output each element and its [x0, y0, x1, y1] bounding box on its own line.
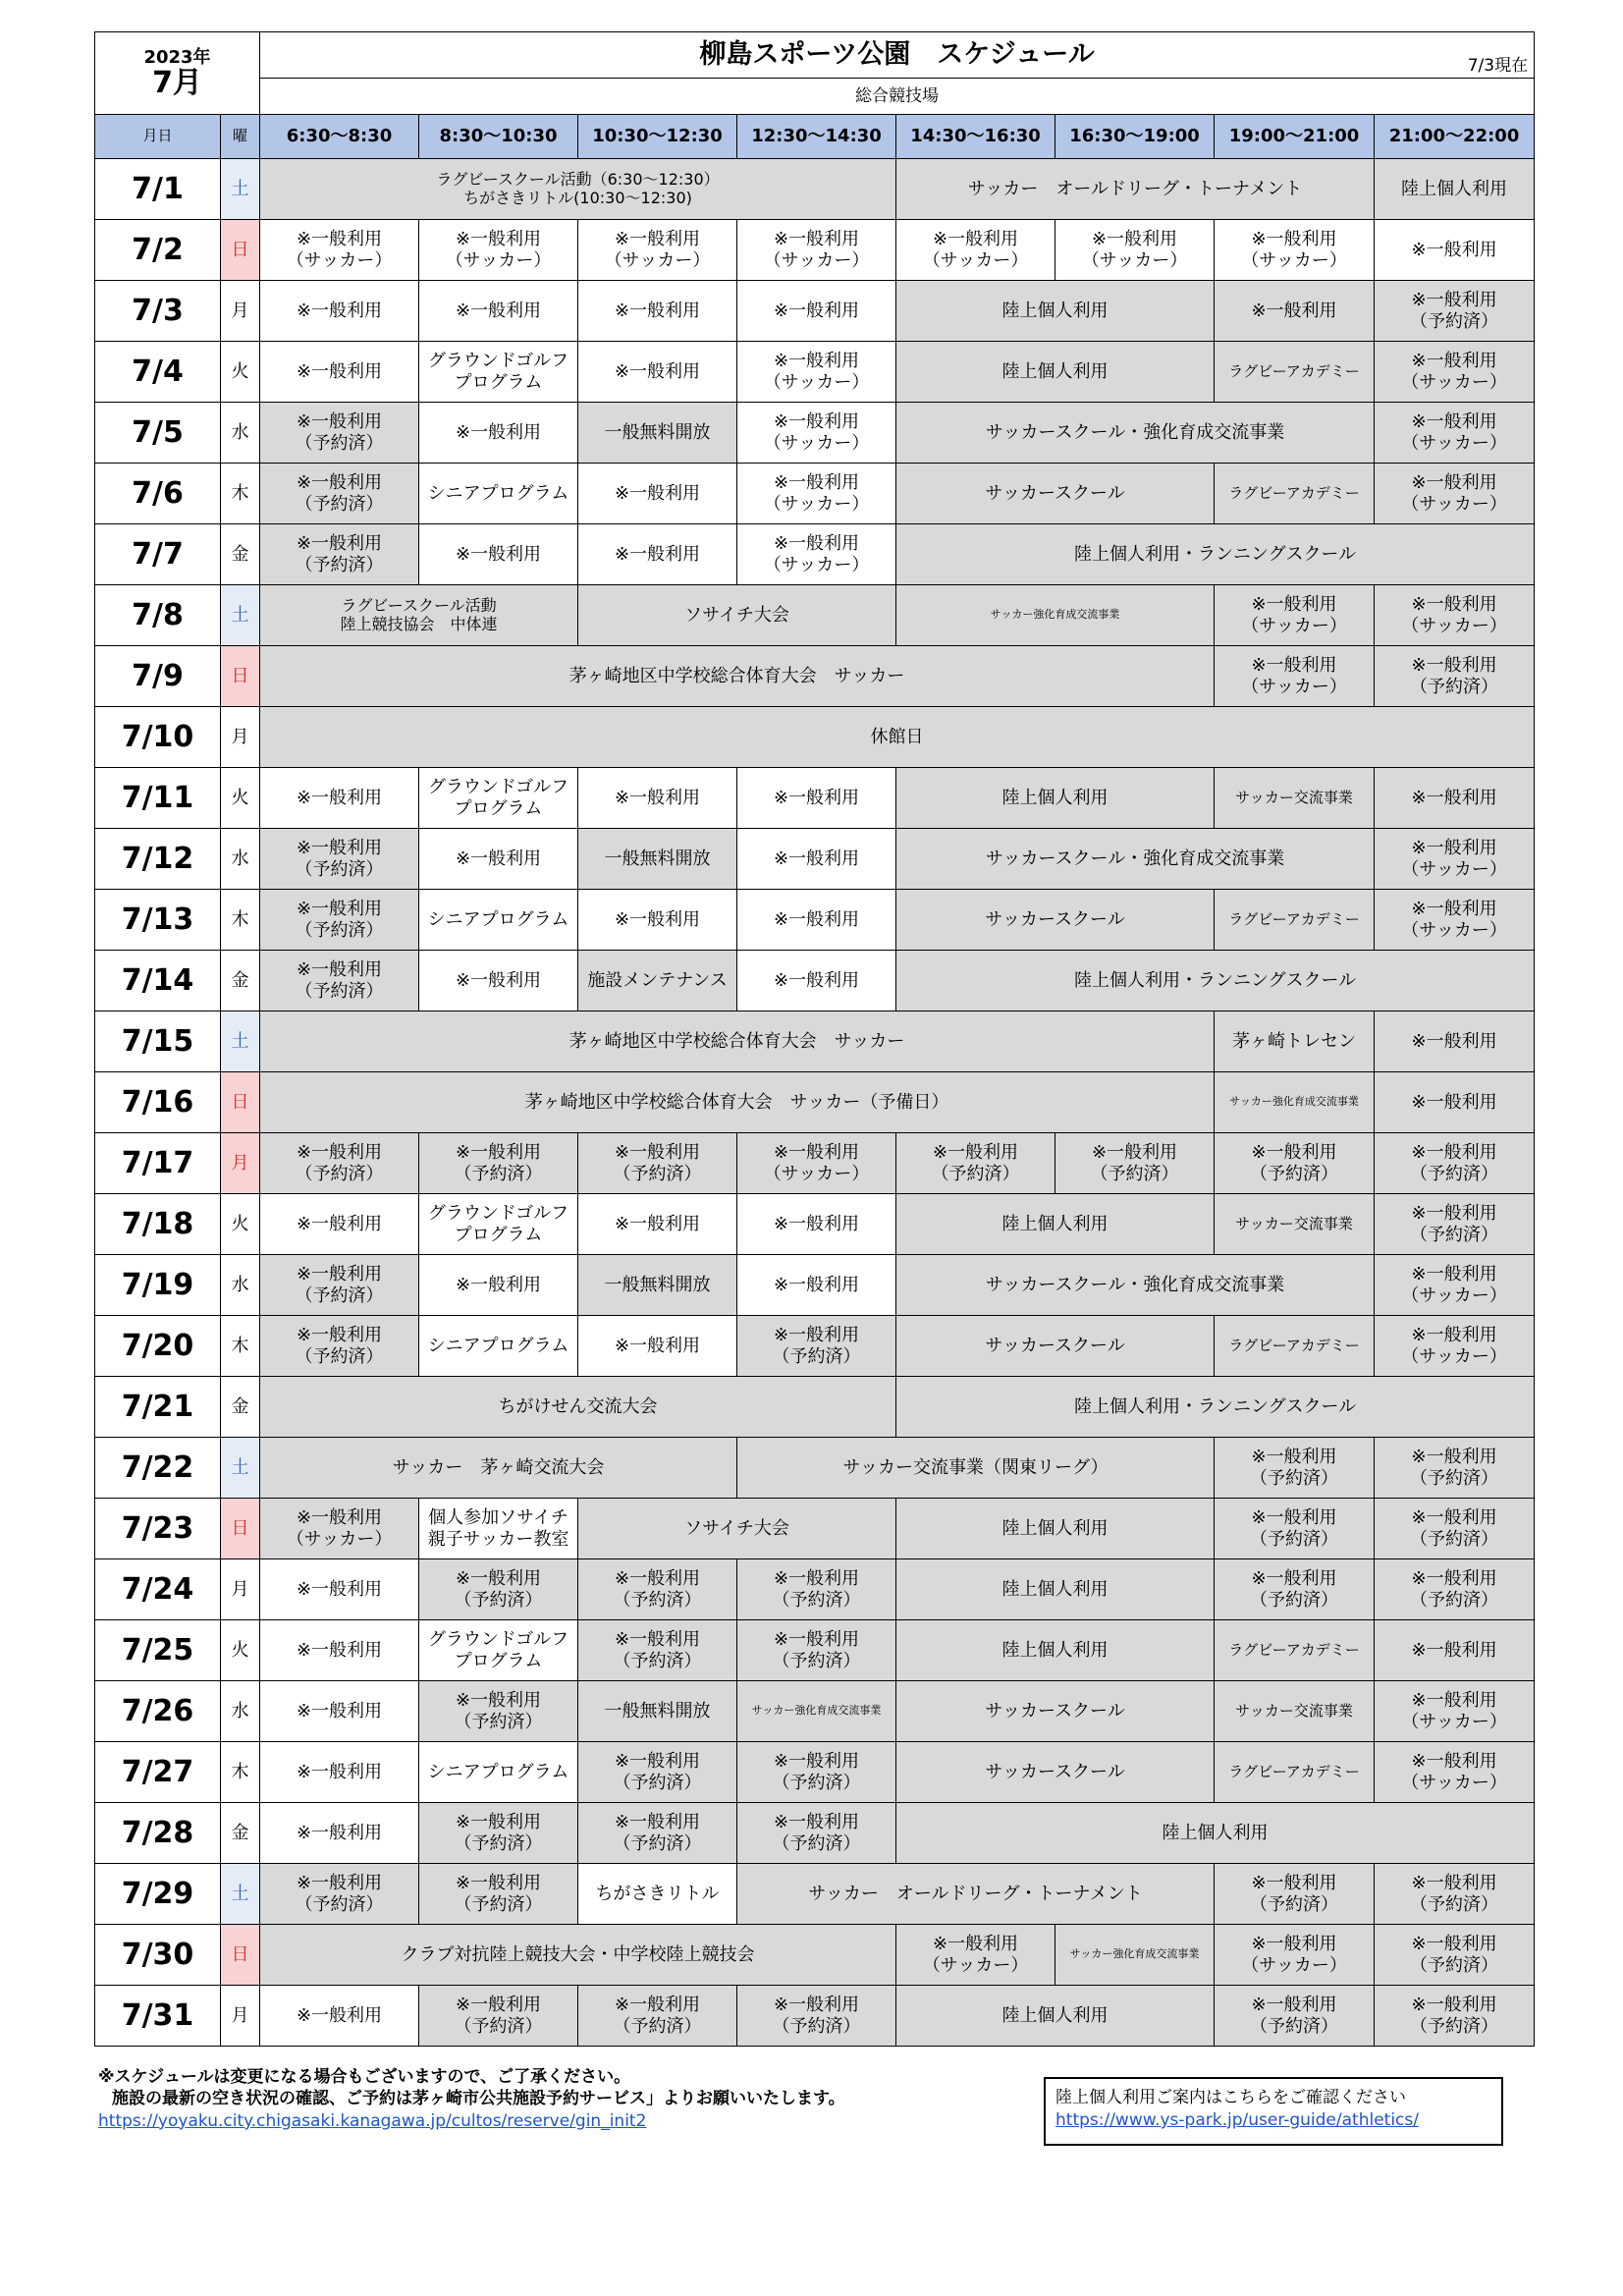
schedule-cell: ※一般利用 — [578, 890, 737, 951]
column-header-dow: 曜 — [221, 115, 260, 159]
schedule-cell: ※一般利用 （サッカー） — [578, 220, 737, 281]
day-row-7-16 — [95, 1072, 1535, 1133]
date-cell: 7/3 — [95, 281, 221, 342]
schedule-cell: シニアプログラム — [419, 890, 578, 951]
day-row-7-8 — [95, 585, 1535, 646]
schedule-cell: サッカー オールドリーグ・トーナメント — [896, 159, 1375, 220]
day-row-7-29 — [95, 1864, 1535, 1925]
schedule-cell: ※一般利用 （予約済） — [260, 951, 419, 1011]
day-row-7-17 — [95, 1133, 1535, 1194]
schedule-cell: ※一般利用 — [260, 1986, 419, 2047]
schedule-cell: ※一般利用 （予約済） — [1375, 1559, 1535, 1620]
schedule-cell: ※一般利用 — [419, 524, 578, 585]
schedule-cell: ※一般利用 — [260, 1194, 419, 1255]
schedule-cell: 一般無料開放 — [578, 403, 737, 464]
schedule-cell: ※一般利用 （予約済） — [260, 1133, 419, 1194]
schedule-cell: サッカースクール — [896, 1742, 1215, 1803]
schedule-cell: ※一般利用 （サッカー） — [737, 464, 896, 524]
schedule-cell: ※一般利用 （予約済） — [578, 1803, 737, 1864]
title-row — [95, 32, 1535, 79]
schedule-cell: ※一般利用 — [419, 829, 578, 890]
schedule-cell: ※一般利用 （予約済） — [1055, 1133, 1215, 1194]
day-row-7-1 — [95, 159, 1535, 220]
schedule-cell: 茅ヶ崎地区中学校総合体育大会 サッカー — [260, 1011, 1215, 1072]
schedule-cell: ※一般利用 （予約済） — [260, 890, 419, 951]
schedule-cell: ※一般利用 （サッカー） — [737, 220, 896, 281]
schedule-cell: ※一般利用 — [260, 1620, 419, 1681]
schedule-cell: ※一般利用 — [578, 281, 737, 342]
date-cell: 7/21 — [95, 1377, 221, 1438]
day-row-7-11 — [95, 768, 1535, 829]
date-cell: 7/7 — [95, 524, 221, 585]
schedule-cell: 陸上個人利用 — [896, 281, 1215, 342]
schedule-cell: ちがさきリトル — [578, 1864, 737, 1925]
weekday-cell: 水 — [221, 1255, 260, 1316]
schedule-cell: 陸上個人利用・ランニングスクール — [896, 1377, 1535, 1438]
schedule-cell: ※一般利用 — [1375, 1011, 1535, 1072]
schedule-cell: ※一般利用 （サッカー） — [1375, 890, 1535, 951]
column-header-date: 月日 — [95, 115, 221, 159]
date-cell: 7/6 — [95, 464, 221, 524]
schedule-cell: ラグビーアカデミー — [1215, 1620, 1375, 1681]
schedule-cell: ※一般利用 — [737, 951, 896, 1011]
day-row-7-30 — [95, 1925, 1535, 1986]
day-row-7-21 — [95, 1377, 1535, 1438]
slot-header: 19:00～21:00 — [1215, 115, 1375, 159]
day-row-7-2 — [95, 220, 1535, 281]
schedule-cell: サッカースクール — [896, 1316, 1215, 1377]
weekday-cell: 木 — [221, 1316, 260, 1377]
schedule-cell: ラグビーアカデミー — [1215, 1742, 1375, 1803]
weekday-cell: 土 — [221, 1011, 260, 1072]
schedule-cell: ※一般利用 （予約済） — [1375, 1925, 1535, 1986]
note-change-disclaimer: ※スケジュールは変更になる場合もございますので、ご了承ください。 — [98, 2067, 631, 2087]
schedule-cell: ※一般利用 （サッカー） — [737, 342, 896, 403]
schedule-cell: ※一般利用 — [578, 1194, 737, 1255]
day-row-7-13 — [95, 890, 1535, 951]
schedule-cell: ※一般利用 （予約済） — [1375, 1194, 1535, 1255]
date-cell: 7/31 — [95, 1986, 221, 2047]
weekday-cell: 火 — [221, 1620, 260, 1681]
date-cell: 7/19 — [95, 1255, 221, 1316]
slot-header: 6:30～8:30 — [260, 115, 419, 159]
weekday-cell: 日 — [221, 646, 260, 707]
schedule-cell: 陸上個人利用 — [896, 768, 1215, 829]
schedule-cell: ※一般利用 （予約済） — [578, 1620, 737, 1681]
schedule-cell: 陸上個人利用 — [896, 342, 1215, 403]
schedule-cell: ※一般利用 （予約済） — [419, 1986, 578, 2047]
slot-header: 12:30～14:30 — [737, 115, 896, 159]
date-cell: 7/14 — [95, 951, 221, 1011]
schedule-cell: ※一般利用 （予約済） — [1215, 1986, 1375, 2047]
schedule-cell: ※一般利用 — [737, 281, 896, 342]
schedule-cell: ※一般利用 （サッカー） — [1375, 1316, 1535, 1377]
weekday-cell: 月 — [221, 1986, 260, 2047]
schedule-cell: ラグビーアカデミー — [1215, 342, 1375, 403]
schedule-cell: グラウンドゴルフ プログラム — [419, 342, 578, 403]
schedule-cell: ※一般利用 — [260, 768, 419, 829]
schedule-cell: 陸上個人利用 — [896, 1499, 1215, 1559]
weekday-cell: 金 — [221, 524, 260, 585]
schedule-cell: サッカー交流事業 — [1215, 768, 1375, 829]
schedule-cell: ※一般利用 （サッカー） — [1375, 829, 1535, 890]
slot-header: 10:30～12:30 — [578, 115, 737, 159]
schedule-cell: ※一般利用 （予約済） — [578, 1742, 737, 1803]
column-header-row — [95, 115, 1535, 159]
schedule-cell: ※一般利用 （予約済） — [1215, 1133, 1375, 1194]
schedule-cell: ※一般利用 （予約済） — [419, 1133, 578, 1194]
weekday-cell: 月 — [221, 281, 260, 342]
schedule-cell: サッカースクール・強化育成交流事業 — [896, 1255, 1375, 1316]
date-cell: 7/27 — [95, 1742, 221, 1803]
weekday-cell: 日 — [221, 1499, 260, 1559]
schedule-cell: ※一般利用 （予約済） — [896, 1133, 1055, 1194]
athletics-info-box — [1044, 2077, 1503, 2146]
schedule-cell: ラグビーアカデミー — [1215, 890, 1375, 951]
weekday-cell: 木 — [221, 1742, 260, 1803]
slot-header: 16:30～19:00 — [1055, 115, 1215, 159]
schedule-cell: ※一般利用 （予約済） — [419, 1559, 578, 1620]
date-cell: 7/16 — [95, 1072, 221, 1133]
schedule-cell: ※一般利用 — [260, 1681, 419, 1742]
schedule-body — [95, 32, 1535, 2047]
date-cell: 7/10 — [95, 707, 221, 768]
day-row-7-4 — [95, 342, 1535, 403]
weekday-cell: 土 — [221, 1864, 260, 1925]
schedule-cell: ※一般利用 （予約済） — [419, 1803, 578, 1864]
schedule-cell: サッカースクール・強化育成交流事業 — [896, 829, 1375, 890]
schedule-cell: ※一般利用 （予約済） — [578, 1559, 737, 1620]
schedule-cell: ※一般利用 （サッカー） — [1215, 220, 1375, 281]
weekday-cell: 木 — [221, 890, 260, 951]
schedule-cell: ラグビースクール活動（6:30～12:30） ちがさきリトル(10:30～12:30) — [260, 159, 896, 220]
weekday-cell: 日 — [221, 1072, 260, 1133]
schedule-cell: サッカースクール — [896, 1681, 1215, 1742]
schedule-cell: ※一般利用 — [260, 1803, 419, 1864]
day-row-7-20 — [95, 1316, 1535, 1377]
schedule-cell: サッカー強化育成交流事業 — [737, 1681, 896, 1742]
date-cell: 7/15 — [95, 1011, 221, 1072]
schedule-cell: ※一般利用 （サッカー） — [419, 220, 578, 281]
schedule-cell: ※一般利用 （予約済） — [260, 403, 419, 464]
schedule-cell: ※一般利用 （予約済） — [737, 1559, 896, 1620]
title-cell — [260, 32, 1535, 79]
date-cell: 7/28 — [95, 1803, 221, 1864]
day-row-7-14 — [95, 951, 1535, 1011]
schedule-cell: サッカースクール — [896, 464, 1215, 524]
year-label: 2023年 — [143, 47, 211, 69]
schedule-cell: ※一般利用 （予約済） — [260, 829, 419, 890]
note-reservation: 施設の最新の空き状況の確認、ご予約は茅ヶ崎市公共施設予約サービス」よりお願いいたします。 — [112, 2089, 845, 2109]
schedule-cell: ※一般利用 （予約済） — [1215, 1559, 1375, 1620]
schedule-cell: サッカー交流事業 — [1215, 1194, 1375, 1255]
schedule-cell: ※一般利用 （サッカー） — [1215, 1925, 1375, 1986]
schedule-cell: ちがけせん交流大会 — [260, 1377, 896, 1438]
schedule-cell: ※一般利用 （サッカー） — [1375, 342, 1535, 403]
schedule-cell: ※一般利用 — [578, 342, 737, 403]
date-cell: 7/8 — [95, 585, 221, 646]
footer-notes — [98, 2066, 845, 2132]
schedule-cell: ※一般利用 （予約済） — [260, 464, 419, 524]
schedule-cell: ※一般利用 — [578, 1316, 737, 1377]
schedule-cell: ※一般利用 （サッカー） — [1375, 403, 1535, 464]
schedule-cell: ※一般利用 — [578, 524, 737, 585]
schedule-cell: ※一般利用 — [1215, 281, 1375, 342]
schedule-cell: ※一般利用 （予約済） — [1215, 1438, 1375, 1499]
schedule-cell: ※一般利用 — [1375, 220, 1535, 281]
athletics-info-link[interactable]: https://www.ys-park.jp/user-guide/athletics/ — [1055, 2109, 1419, 2130]
schedule-cell: ※一般利用 （予約済） — [419, 1864, 578, 1925]
date-cell: 7/26 — [95, 1681, 221, 1742]
facility-row — [95, 79, 1535, 115]
page-title: 柳島スポーツ公園 スケジュール — [699, 39, 1095, 71]
reservation-link[interactable]: https://yoyaku.city.chigasaki.kanagawa.jp/cultos/reserve/gin_init2 — [98, 2110, 647, 2131]
schedule-cell: 一般無料開放 — [578, 1681, 737, 1742]
day-row-7-24 — [95, 1559, 1535, 1620]
schedule-cell: ※一般利用 （サッカー） — [737, 403, 896, 464]
schedule-cell: ラグビーアカデミー — [1215, 1316, 1375, 1377]
schedule-cell: ※一般利用 （サッカー） — [1375, 1681, 1535, 1742]
day-row-7-31 — [95, 1986, 1535, 2047]
schedule-cell: 陸上個人利用・ランニングスクール — [896, 524, 1535, 585]
schedule-cell: ※一般利用 — [419, 281, 578, 342]
day-row-7-22 — [95, 1438, 1535, 1499]
weekday-cell: 土 — [221, 159, 260, 220]
day-row-7-9 — [95, 646, 1535, 707]
date-cell: 7/2 — [95, 220, 221, 281]
schedule-cell: ※一般利用 （予約済） — [1375, 1986, 1535, 2047]
schedule-cell: ラグビーアカデミー — [1215, 464, 1375, 524]
schedule-cell: 陸上個人利用 — [896, 1803, 1535, 1864]
slot-header: 21:00～22:00 — [1375, 115, 1535, 159]
schedule-cell: 陸上個人利用 — [896, 1559, 1215, 1620]
schedule-cell: グラウンドゴルフ プログラム — [419, 1194, 578, 1255]
weekday-cell: 月 — [221, 1133, 260, 1194]
schedule-cell: ※一般利用 （サッカー） — [1375, 464, 1535, 524]
schedule-cell: ※一般利用 — [737, 768, 896, 829]
date-cell: 7/25 — [95, 1620, 221, 1681]
schedule-cell: 一般無料開放 — [578, 829, 737, 890]
day-row-7-18 — [95, 1194, 1535, 1255]
schedule-cell: ※一般利用 — [1375, 1620, 1535, 1681]
weekday-cell: 日 — [221, 220, 260, 281]
day-row-7-28 — [95, 1803, 1535, 1864]
schedule-cell: ラグビースクール活動 陸上競技協会 中体連 — [260, 585, 578, 646]
schedule-cell: ※一般利用 （予約済） — [1375, 1133, 1535, 1194]
schedule-cell: ※一般利用 — [419, 1255, 578, 1316]
date-cell: 7/24 — [95, 1559, 221, 1620]
schedule-cell: サッカー 茅ヶ崎交流大会 — [260, 1438, 737, 1499]
day-row-7-25 — [95, 1620, 1535, 1681]
schedule-cell: ※一般利用 （予約済） — [737, 1742, 896, 1803]
weekday-cell: 金 — [221, 1377, 260, 1438]
schedule-cell: ※一般利用 （予約済） — [1375, 1438, 1535, 1499]
schedule-cell: ※一般利用 （予約済） — [260, 1255, 419, 1316]
schedule-cell: ※一般利用 （予約済） — [737, 1620, 896, 1681]
schedule-cell: ソサイチ大会 — [578, 1499, 896, 1559]
day-row-7-7 — [95, 524, 1535, 585]
date-cell: 7/17 — [95, 1133, 221, 1194]
schedule-cell: ※一般利用 （予約済） — [737, 1316, 896, 1377]
day-row-7-27 — [95, 1742, 1535, 1803]
weekday-cell: 水 — [221, 1681, 260, 1742]
weekday-cell: 金 — [221, 1803, 260, 1864]
schedule-cell: 陸上個人利用 — [896, 1620, 1215, 1681]
schedule-cell: ※一般利用 （予約済） — [260, 1316, 419, 1377]
schedule-cell: ※一般利用 （予約済） — [737, 1986, 896, 2047]
schedule-cell: ※一般利用 （予約済） — [578, 1133, 737, 1194]
schedule-cell: サッカースクール — [896, 890, 1215, 951]
weekday-cell: 日 — [221, 1925, 260, 1986]
weekday-cell: 火 — [221, 768, 260, 829]
date-cell: 7/1 — [95, 159, 221, 220]
schedule-cell: ※一般利用 （サッカー） — [1215, 646, 1375, 707]
day-row-7-5 — [95, 403, 1535, 464]
schedule-cell: ※一般利用 — [260, 281, 419, 342]
schedule-cell: サッカー オールドリーグ・トーナメント — [737, 1864, 1215, 1925]
schedule-cell: ※一般利用 （サッカー） — [1375, 585, 1535, 646]
schedule-cell: ※一般利用 （予約済） — [1375, 646, 1535, 707]
date-cell: 7/5 — [95, 403, 221, 464]
schedule-cell: ※一般利用 （予約済） — [578, 1986, 737, 2047]
schedule-cell: サッカー強化育成交流事業 — [1215, 1072, 1375, 1133]
schedule-cell: ※一般利用 （サッカー） — [737, 524, 896, 585]
schedule-cell: グラウンドゴルフ プログラム — [419, 768, 578, 829]
schedule-cell: 茅ヶ崎トレセン — [1215, 1011, 1375, 1072]
schedule-cell: サッカー強化育成交流事業 — [1055, 1925, 1215, 1986]
schedule-cell: ※一般利用 — [1375, 1072, 1535, 1133]
schedule-cell: 茅ヶ崎地区中学校総合体育大会 サッカー（予備日） — [260, 1072, 1215, 1133]
schedule-cell: ※一般利用 （予約済） — [737, 1803, 896, 1864]
schedule-cell: ソサイチ大会 — [578, 585, 896, 646]
day-row-7-23 — [95, 1499, 1535, 1559]
date-cell: 7/29 — [95, 1864, 221, 1925]
date-cell: 7/22 — [95, 1438, 221, 1499]
as-of-date: 7/3現在 — [1467, 55, 1529, 76]
schedule-cell: ※一般利用 — [260, 1742, 419, 1803]
schedule-cell: 一般無料開放 — [578, 1255, 737, 1316]
schedule-cell: 施設メンテナンス — [578, 951, 737, 1011]
date-cell: 7/23 — [95, 1499, 221, 1559]
schedule-cell: ※一般利用 （予約済） — [1375, 281, 1535, 342]
schedule-cell: シニアプログラム — [419, 1316, 578, 1377]
date-cell: 7/4 — [95, 342, 221, 403]
day-row-7-12 — [95, 829, 1535, 890]
schedule-cell: ※一般利用 — [737, 1194, 896, 1255]
date-cell: 7/9 — [95, 646, 221, 707]
weekday-cell: 火 — [221, 1194, 260, 1255]
weekday-cell: 水 — [221, 403, 260, 464]
schedule-cell: シニアプログラム — [419, 464, 578, 524]
schedule-cell: ※一般利用 （予約済） — [1375, 1864, 1535, 1925]
schedule-cell: ※一般利用 — [737, 829, 896, 890]
schedule-cell: ※一般利用 （予約済） — [260, 524, 419, 585]
schedule-cell: サッカースクール・強化育成交流事業 — [896, 403, 1375, 464]
schedule-cell: ※一般利用 （予約済） — [419, 1681, 578, 1742]
schedule-cell: 陸上個人利用 — [896, 1986, 1215, 2047]
schedule-cell: サッカー交流事業（関東リーグ） — [737, 1438, 1215, 1499]
schedule-cell: 陸上個人利用 — [896, 1194, 1215, 1255]
schedule-cell: ※一般利用 （予約済） — [1215, 1499, 1375, 1559]
schedule-cell: 個人参加ソサイチ 親子サッカー教室 — [419, 1499, 578, 1559]
schedule-cell: ※一般利用 （予約済） — [1375, 1499, 1535, 1559]
schedule-cell: ※一般利用 — [419, 403, 578, 464]
schedule-cell: サッカー交流事業 — [1215, 1681, 1375, 1742]
schedule-cell: ※一般利用 （サッカー） — [1215, 585, 1375, 646]
weekday-cell: 金 — [221, 951, 260, 1011]
schedule-cell: 陸上個人利用 — [1375, 159, 1535, 220]
schedule-cell: ※一般利用 — [260, 342, 419, 403]
schedule-cell: ※一般利用 — [737, 890, 896, 951]
athletics-info-text: 陸上個人利用ご案内はこちらをご確認ください — [1055, 2088, 1406, 2107]
date-cell: 7/13 — [95, 890, 221, 951]
day-row-7-15 — [95, 1011, 1535, 1072]
day-row-7-3 — [95, 281, 1535, 342]
date-cell: 7/18 — [95, 1194, 221, 1255]
schedule-cell: ※一般利用 — [419, 951, 578, 1011]
schedule-cell: ※一般利用 （予約済） — [260, 1864, 419, 1925]
weekday-cell: 土 — [221, 1438, 260, 1499]
schedule-cell: クラブ対抗陸上競技大会・中学校陸上競技会 — [260, 1925, 896, 1986]
weekday-cell: 火 — [221, 342, 260, 403]
day-row-7-26 — [95, 1681, 1535, 1742]
slot-header: 14:30～16:30 — [896, 115, 1055, 159]
schedule-cell: ※一般利用 （サッカー） — [260, 220, 419, 281]
schedule-cell: ※一般利用 — [737, 1255, 896, 1316]
schedule-cell: 陸上個人利用・ランニングスクール — [896, 951, 1535, 1011]
year-month-cell — [95, 32, 260, 115]
schedule-cell: ※一般利用 （予約済） — [1215, 1864, 1375, 1925]
weekday-cell: 土 — [221, 585, 260, 646]
day-row-7-10 — [95, 707, 1535, 768]
schedule-cell: ※一般利用 （サッカー） — [1375, 1742, 1535, 1803]
schedule-table — [94, 31, 1535, 2047]
schedule-cell: ※一般利用 — [578, 768, 737, 829]
weekday-cell: 水 — [221, 829, 260, 890]
schedule-cell: グラウンドゴルフ プログラム — [419, 1620, 578, 1681]
schedule-sheet — [94, 31, 1534, 2047]
slot-header: 8:30～10:30 — [419, 115, 578, 159]
schedule-cell: ※一般利用 （サッカー） — [1375, 1255, 1535, 1316]
schedule-cell: ※一般利用 — [260, 1559, 419, 1620]
schedule-cell: ※一般利用 （サッカー） — [896, 220, 1055, 281]
schedule-cell: ※一般利用 （サッカー） — [896, 1925, 1055, 1986]
date-cell: 7/20 — [95, 1316, 221, 1377]
schedule-cell: ※一般利用 — [1375, 768, 1535, 829]
schedule-cell: ※一般利用 （サッカー） — [260, 1499, 419, 1559]
schedule-cell: シニアプログラム — [419, 1742, 578, 1803]
schedule-cell: ※一般利用 （サッカー） — [1055, 220, 1215, 281]
schedule-cell: サッカー強化育成交流事業 — [896, 585, 1215, 646]
weekday-cell: 月 — [221, 1559, 260, 1620]
facility-name: 総合競技場 — [260, 79, 1535, 115]
weekday-cell: 木 — [221, 464, 260, 524]
day-row-7-6 — [95, 464, 1535, 524]
date-cell: 7/11 — [95, 768, 221, 829]
weekday-cell: 月 — [221, 707, 260, 768]
schedule-cell: 茅ヶ崎地区中学校総合体育大会 サッカー — [260, 646, 1215, 707]
day-row-7-19 — [95, 1255, 1535, 1316]
schedule-cell: ※一般利用 — [578, 464, 737, 524]
schedule-cell: ※一般利用 （サッカー） — [737, 1133, 896, 1194]
schedule-cell: 休館日 — [260, 707, 1535, 768]
date-cell: 7/12 — [95, 829, 221, 890]
month-label: 7月 — [152, 66, 202, 101]
date-cell: 7/30 — [95, 1925, 221, 1986]
